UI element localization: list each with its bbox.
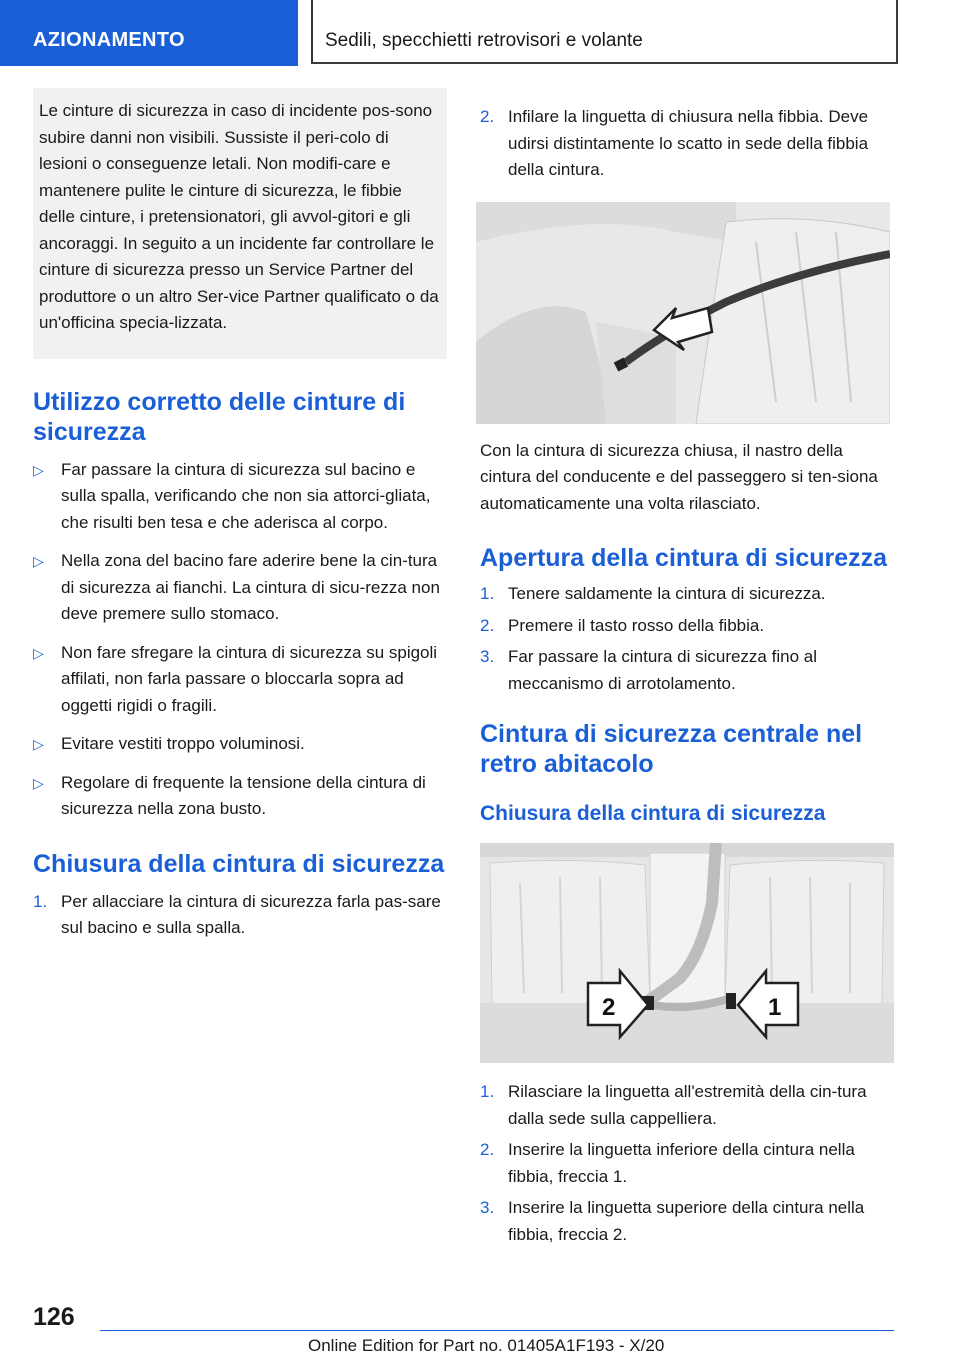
seat-buckle-illustration	[476, 202, 890, 424]
usage-list	[33, 457, 447, 823]
chapter-header	[311, 0, 898, 64]
footer-edition: Online Edition for Part no. 01405A1F193 - X/20	[308, 1336, 665, 1355]
rear-seat-illustration	[480, 843, 894, 1063]
subheading-center-closing: Chiusura della cintura di sicurezza	[480, 802, 826, 825]
list-item: 2. Infilare la linguetta di chiusura nella fibbia. Deve udirsi distintamente lo scatto in sede della fibbia della cintura.	[480, 107, 869, 179]
footer-divider	[100, 1330, 894, 1331]
heading-correct-usage: Utilizzo corretto delle cinture di sicurezza	[33, 387, 406, 446]
list-item: 1. Rilasciare la linguetta all'estremità della cin-tura dalla sede sulla cappelliera.	[480, 1082, 867, 1128]
left-column	[33, 96, 447, 942]
list-item: 3. Far passare la cintura di sicurezza fino al meccanismo di arrotolamento.	[480, 647, 817, 693]
closing-steps-list	[33, 889, 447, 942]
heading-opening-belt: Apertura della cintura di sicurezza	[480, 544, 888, 572]
rear-seat-belt-image	[480, 843, 894, 1063]
opening-steps-list	[480, 581, 894, 697]
triangle-right-outline-icon: ▷	[33, 553, 44, 569]
after-image-text: Con la cintura di sicurezza chiusa, il nastro della cintura del conducente e del passeggero si ten-siona automaticamente una volta rilasciato.	[480, 440, 878, 513]
arrow-label-2: 2	[602, 994, 616, 1021]
list-item: 2. Inserire la linguetta inferiore della cintura nella fibbia, freccia 1.	[480, 1140, 855, 1186]
triangle-right-outline-icon: ▷	[33, 736, 44, 752]
triangle-right-outline-icon: ▷	[33, 774, 44, 791]
list-item: ▷ Regolare di frequente la tensione della cintura di sicurezza nella zona busto.	[33, 770, 447, 823]
seat-belt-buckle-image	[476, 202, 890, 424]
heading-center-belt: Cintura di sicurezza centrale nel retro abitacolo	[480, 720, 863, 778]
list-item: ▷ Non fare sfregare la cintura di sicurezza su spigoli affilati, non farla passare o bloccarla sopra ad oggetti rigidi o fragili.	[33, 640, 447, 720]
list-item: 1. Per allacciare la cintura di sicurezza farla pas-sare sul bacino e sulla spalla.	[33, 891, 441, 937]
closing-steps-list-cont	[480, 104, 894, 184]
right-column	[480, 96, 894, 1248]
page-number: 126	[33, 1303, 75, 1331]
arrow-label-1: 1	[768, 994, 782, 1021]
chapter-title: Sedili, specchietti retrovisori e volante	[325, 30, 643, 51]
triangle-right-outline-icon: ▷	[33, 461, 44, 478]
list-item: 3. Inserire la linguetta superiore della cintura nella fibbia, freccia 2.	[480, 1198, 865, 1244]
list-item: ▷ Nella zona del bacino fare aderire bene la cin-tura di sicurezza ai fianchi. La cintura di sicu-rezza non deve premere sullo stomaco.	[33, 548, 447, 628]
section-tab	[0, 0, 298, 66]
heading-closing-belt: Chiusura della cintura di sicurezza	[33, 849, 445, 878]
warning-box	[33, 88, 447, 359]
list-item: ▷ Far passare la cintura di sicurezza sul bacino e sulla spalla, verificando che non sia attorci-gliata, che risulti ben tesa e che aderisca al corpo.	[33, 457, 447, 537]
list-item: ▷ Evitare vestiti troppo voluminosi.	[33, 731, 447, 758]
section-title: AZIONAMENTO	[33, 29, 185, 51]
list-item: 1. Tenere saldamente la cintura di sicurezza.	[480, 584, 826, 603]
warning-text: Le cinture di sicurezza in caso di incidente pos-sono subire danni non visibili. Sussiste il peri-colo di lesioni o conseguenze letali. Non modifi-care e mantenere pulite le cinture di sicurezza, le fibbie delle cinture, i pretensionatori, gli avvol-gitori e gli ancoraggi. In seguito a un incidente far controllare le cinture di sicurezza presso un Service Partner del produttore o un altro Ser-vice Partner qualificato o da un'officina specia-lizzata.	[39, 101, 439, 332]
list-item: 2. Premere il tasto rosso della fibbia.	[480, 615, 765, 635]
center-steps-list	[480, 1079, 894, 1248]
triangle-right-outline-icon: ▷	[33, 644, 44, 661]
